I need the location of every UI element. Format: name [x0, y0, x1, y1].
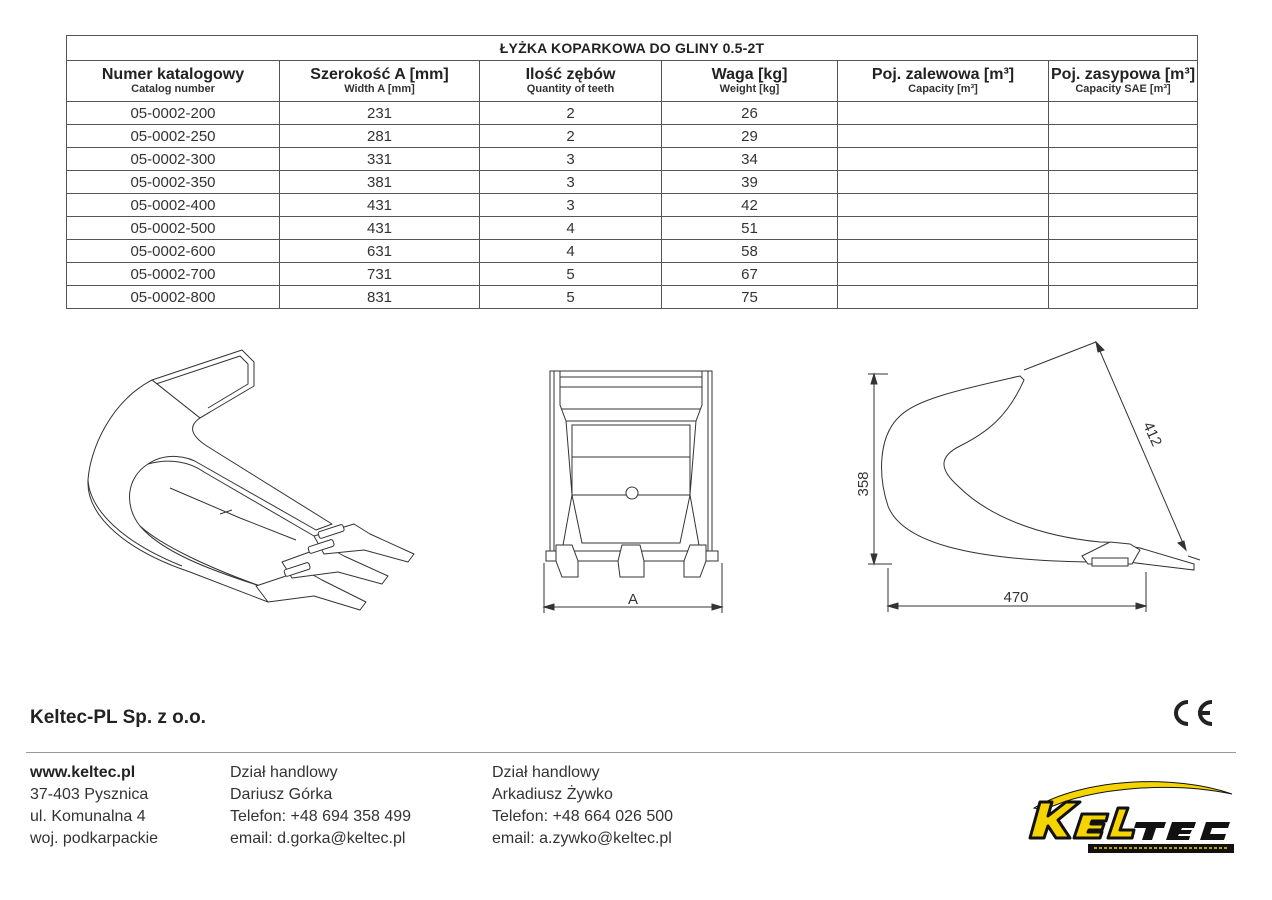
- contact-email[interactable]: email: a.zywko@keltec.pl: [492, 830, 672, 847]
- address-line: woj. podkarpackie: [30, 830, 159, 847]
- cell-weight: 29: [662, 125, 838, 148]
- cell-width: 631: [280, 240, 480, 263]
- cell-catalog-number: 05-0002-600: [67, 240, 280, 263]
- header-weight: Waga [kg] Weight [kg]: [662, 61, 838, 102]
- contact-name: Arkadiusz Żywko: [492, 786, 613, 803]
- contact-name: Dariusz Górka: [230, 786, 333, 803]
- table-row: [67, 148, 1198, 171]
- cell-teeth: 5: [480, 263, 662, 286]
- ce-mark-icon: [1168, 698, 1216, 728]
- cell-capacity-sae: [1049, 148, 1198, 171]
- table-title: ŁYŻKA KOPARKOWA DO GLINY 0.5-2T: [67, 36, 1198, 61]
- dimension-diagonal-label: 412: [1139, 419, 1165, 450]
- cell-weight: 75: [662, 286, 838, 309]
- cell-catalog-number: 05-0002-300: [67, 148, 280, 171]
- cell-capacity-sae: [1049, 217, 1198, 240]
- cell-teeth: 3: [480, 171, 662, 194]
- cell-weight: 34: [662, 148, 838, 171]
- cell-teeth: 2: [480, 125, 662, 148]
- contact-block-1: [230, 762, 411, 850]
- keltec-logo: [1024, 772, 1238, 858]
- cell-teeth: 3: [480, 148, 662, 171]
- cell-capacity: [838, 125, 1049, 148]
- table-row: [67, 125, 1198, 148]
- cell-teeth: 2: [480, 102, 662, 125]
- header-capacity-sae: Poj. zasypowa [m³] Capacity SAE [m³]: [1049, 61, 1198, 102]
- header-catalog-number: Numer katalogowy Catalog number: [67, 61, 280, 102]
- contact-block-2: [492, 762, 673, 850]
- cell-capacity-sae: [1049, 286, 1198, 309]
- cell-weight: 26: [662, 102, 838, 125]
- cell-capacity: [838, 171, 1049, 194]
- cell-width: 431: [280, 217, 480, 240]
- contact-department: Dział handlowy: [230, 764, 338, 781]
- table-row: [67, 102, 1198, 125]
- header-capacity: Poj. zalewowa [m³] Capacity [m³]: [838, 61, 1049, 102]
- bucket-perspective-drawing: [70, 340, 430, 615]
- cell-weight: 58: [662, 240, 838, 263]
- cell-weight: 51: [662, 217, 838, 240]
- table-row: [67, 171, 1198, 194]
- cell-capacity-sae: [1049, 263, 1198, 286]
- cell-width: 331: [280, 148, 480, 171]
- address-line: 37-403 Pysznica: [30, 786, 149, 803]
- bucket-side-drawing: [848, 336, 1208, 616]
- header-teeth: Ilość zębów Quantity of teeth: [480, 61, 662, 102]
- cell-capacity: [838, 240, 1049, 263]
- cell-capacity: [838, 148, 1049, 171]
- cell-catalog-number: 05-0002-400: [67, 194, 280, 217]
- cell-capacity: [838, 194, 1049, 217]
- cell-width: 431: [280, 194, 480, 217]
- cell-teeth: 4: [480, 217, 662, 240]
- table-header-row: [67, 61, 1198, 102]
- footer-divider: [26, 752, 1236, 753]
- cell-width: 831: [280, 286, 480, 309]
- cell-capacity-sae: [1049, 171, 1198, 194]
- cell-catalog-number: 05-0002-800: [67, 286, 280, 309]
- company-name: Keltec-PL Sp. z o.o.: [30, 707, 206, 728]
- cell-catalog-number: 05-0002-250: [67, 125, 280, 148]
- dimension-height-label: 358: [855, 471, 872, 497]
- website-link[interactable]: www.keltec.pl: [30, 764, 136, 781]
- contact-phone[interactable]: Telefon: +48 694 358 499: [230, 808, 412, 825]
- cell-capacity: [838, 217, 1049, 240]
- cell-teeth: 4: [480, 240, 662, 263]
- dimension-length-label: 470: [1003, 589, 1029, 606]
- cell-catalog-number: 05-0002-350: [67, 171, 280, 194]
- cell-catalog-number: 05-0002-700: [67, 263, 280, 286]
- cell-weight: 39: [662, 171, 838, 194]
- table-row: [67, 286, 1198, 309]
- spec-table: [66, 35, 1198, 309]
- cell-capacity-sae: [1049, 125, 1198, 148]
- table-row: [67, 263, 1198, 286]
- table-body: [67, 102, 1198, 309]
- bucket-front-drawing: [530, 365, 735, 615]
- cell-catalog-number: 05-0002-200: [67, 102, 280, 125]
- contact-email[interactable]: email: d.gorka@keltec.pl: [230, 830, 406, 847]
- address-block: [30, 762, 158, 850]
- cell-capacity: [838, 263, 1049, 286]
- cell-capacity-sae: [1049, 240, 1198, 263]
- cell-width: 231: [280, 102, 480, 125]
- cell-capacity: [838, 102, 1049, 125]
- contact-department: Dział handlowy: [492, 764, 600, 781]
- cell-weight: 67: [662, 263, 838, 286]
- table-row: [67, 240, 1198, 263]
- table-row: [67, 194, 1198, 217]
- cell-capacity: [838, 286, 1049, 309]
- cell-capacity-sae: [1049, 194, 1198, 217]
- cell-teeth: 3: [480, 194, 662, 217]
- cell-width: 281: [280, 125, 480, 148]
- contact-phone[interactable]: Telefon: +48 664 026 500: [492, 808, 674, 825]
- cell-width: 731: [280, 263, 480, 286]
- header-width: Szerokość A [mm] Width A [mm]: [280, 61, 480, 102]
- cell-capacity-sae: [1049, 102, 1198, 125]
- table-row: [67, 217, 1198, 240]
- cell-teeth: 5: [480, 286, 662, 309]
- cell-width: 381: [280, 171, 480, 194]
- address-line: ul. Komunalna 4: [30, 808, 146, 825]
- cell-weight: 42: [662, 194, 838, 217]
- dimension-a-label: A: [627, 591, 639, 608]
- cell-catalog-number: 05-0002-500: [67, 217, 280, 240]
